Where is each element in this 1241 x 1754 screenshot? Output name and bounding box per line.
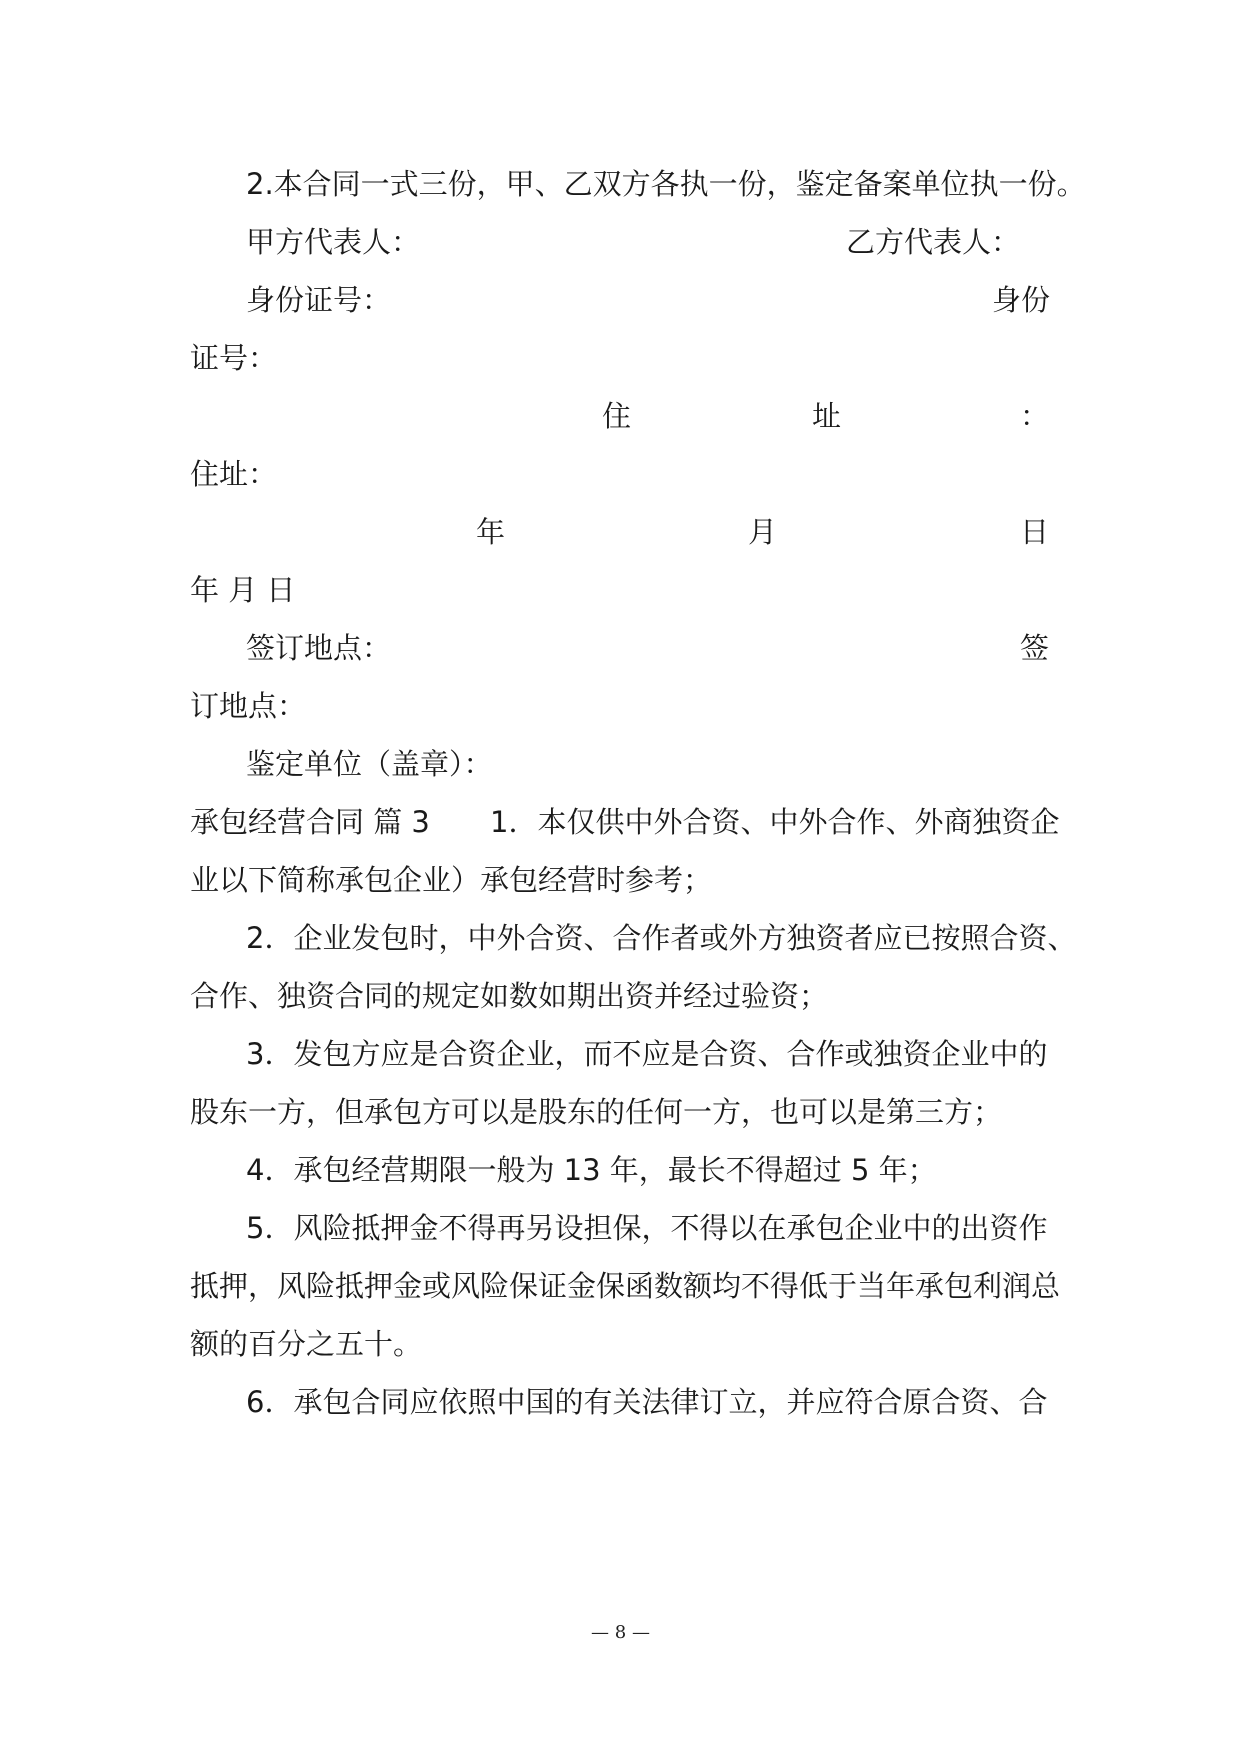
party-a-id-label: 身份证号：	[246, 283, 392, 317]
signing-place-row	[190, 628, 1050, 668]
address-label: 住址：	[190, 457, 278, 491]
address-char-2: 址	[812, 399, 842, 433]
date-month: 月	[748, 515, 778, 549]
note-4: 4．承包经营期限一般为 13 年，最长不得超过 5 年；	[246, 1153, 937, 1187]
party-b-representative-label: 乙方代表人：	[846, 225, 1021, 259]
note-5-end: 额的百分之五十。	[190, 1327, 423, 1361]
note-1-start: 1．本仅供中外合资、中外合作、外商独资企	[490, 805, 1060, 839]
date-row	[190, 512, 1050, 552]
date-year: 年	[476, 515, 506, 549]
party-b-signing-place-end: 订地点：	[190, 689, 307, 723]
note-2-end: 合作、独资合同的规定如数如期出资并经过验资；	[190, 979, 829, 1013]
section-3-heading-row	[190, 802, 1060, 842]
representative-row	[190, 222, 1050, 262]
clause-2-copies: 2.本合同一式三份，甲、乙双方各执一份，鉴定备案单位执一份。	[246, 167, 1086, 201]
address-char-1: 住	[602, 399, 632, 433]
note-1-end: 业以下简称承包企业）承包经营时参考；	[190, 863, 713, 897]
date-line: 年 月 日	[190, 573, 296, 607]
date-day: 日	[1020, 515, 1050, 549]
note-3-start: 3．发包方应是合资企业，而不应是合资、合作或独资企业中的	[246, 1037, 1048, 1071]
note-3-end: 股东一方，但承包方可以是股东的任何一方，也可以是第三方；	[190, 1095, 1003, 1129]
note-2-start: 2．企业发包时，中外合资、合作者或外方独资者应已按照合资、	[246, 921, 1077, 955]
section-3-heading: 承包经营合同 篇 3	[190, 805, 430, 839]
party-a-signing-place-label: 签订地点：	[246, 631, 392, 665]
party-b-id-label-start: 身份	[992, 283, 1051, 317]
page-number: — 8 —	[591, 1622, 650, 1643]
note-5-middle: 抵押，风险抵押金或风险保证金保函数额均不得低于当年承包利润总	[190, 1269, 1061, 1303]
address-row	[190, 396, 1050, 436]
appraisal-unit-seal: 鉴定单位（盖章）：	[246, 747, 493, 781]
note-6-start: 6．承包合同应依照中国的有关法律订立，并应符合原合资、合	[246, 1385, 1048, 1419]
id-number-row	[190, 280, 1050, 320]
party-b-signing-place-start: 签	[1020, 631, 1050, 665]
party-a-representative-label: 甲方代表人：	[246, 225, 421, 259]
note-5-start: 5．风险抵押金不得再另设担保，不得以在承包企业中的出资作	[246, 1211, 1048, 1245]
address-colon: ：	[1020, 399, 1050, 433]
party-b-id-label-end: 证号：	[190, 341, 278, 375]
